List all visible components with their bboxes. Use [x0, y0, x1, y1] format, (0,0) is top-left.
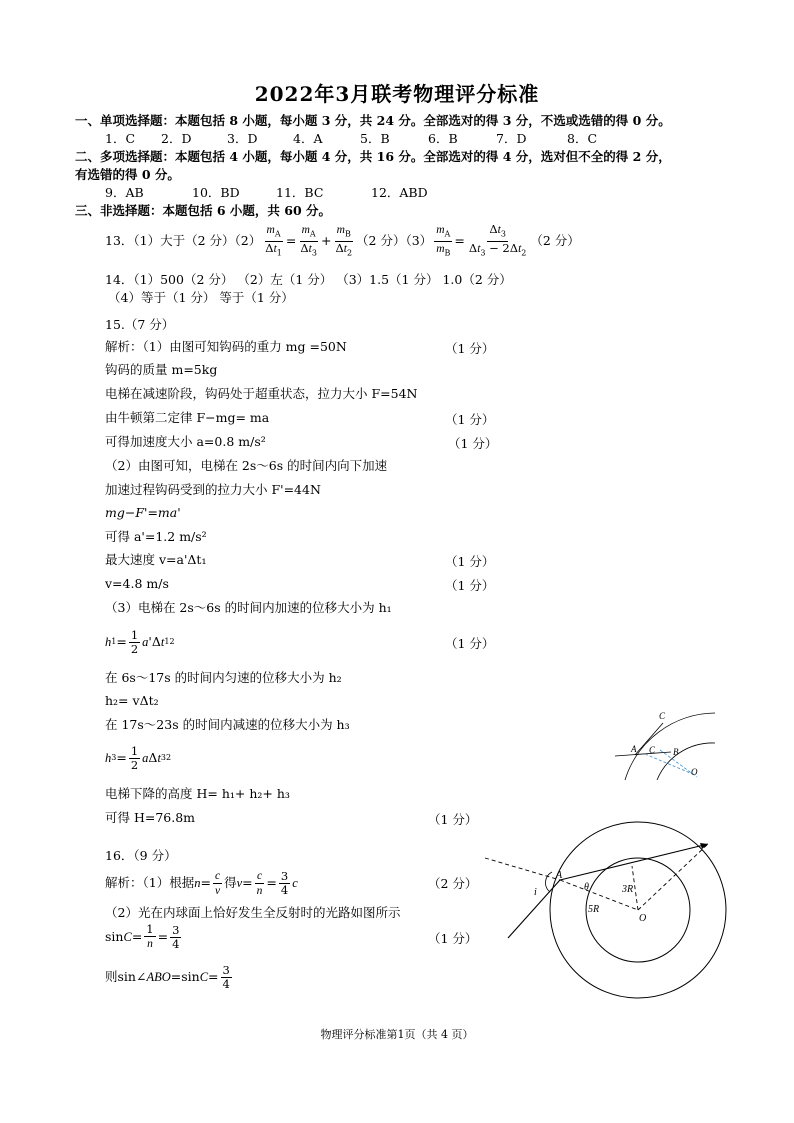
score: （1 分）	[445, 578, 495, 593]
q16-header: 16．（9 分）	[105, 848, 177, 863]
formula-fraction: $\frac{m_B}{\Delta t_2}$	[335, 224, 353, 257]
q15-line: 解析：（1）由图可知钩码的重力 mg =50N	[105, 339, 347, 354]
q14-line2: （4）等于（1 分） 等于（1 分）	[108, 290, 294, 305]
q15-line: 加速过程钩码受到的拉力大小 F'=44N	[105, 482, 321, 497]
q15-line: 可得加速度大小 a=0.8 m/s²	[105, 434, 266, 449]
q15-line: 钩码的质量 m=5kg	[105, 362, 218, 377]
sphere-optics-figure	[480, 820, 760, 1005]
q15-line: mg−F'=ma'	[105, 505, 181, 520]
answer: 1．C	[105, 131, 136, 146]
score: （1 分）	[428, 931, 478, 946]
score: （1 分）	[448, 436, 498, 451]
q14-line1: 14．（1）500（2 分） （2）左（1 分） （3）1.5（1 分） 1.0（2 分）	[105, 272, 512, 287]
label-B: B	[673, 747, 679, 757]
q16-formula-sinC: sin C = $\frac{1}{n}$ = $\frac{3}{4}$	[105, 922, 180, 951]
q15-line: 最大速度 v=a'Δt₁	[105, 552, 207, 567]
answer: 10．BD	[192, 185, 240, 200]
q16-line: （2）光在内球面上恰好发生全反射时的光路如图所示	[105, 905, 401, 920]
score: （1 分）	[445, 412, 495, 427]
label-theta: θ	[584, 882, 589, 893]
label-i: i	[534, 887, 537, 898]
score: （1 分）	[445, 554, 495, 569]
q15-line: v=4.8 m/s	[105, 576, 169, 591]
q15-line: （2）由图可知，电梯在 2s～6s 的时间内向下加速	[105, 458, 388, 473]
answer: 11．BC	[276, 185, 324, 200]
q15-line: 电梯在减速阶段，钩码处于超重状态，拉力大小 F=54N	[105, 386, 418, 401]
formula-h1: h 1 = $\frac{1}{2}$ a 'Δ t 1 2	[105, 627, 175, 656]
section2-answers	[105, 185, 428, 201]
score: （1 分）	[428, 812, 478, 827]
label-C: C	[659, 711, 666, 721]
q16-formula-sinABO: 则 sin∠ ABO =sin C = $\frac{3}{4}$	[105, 962, 230, 991]
answer: 6．B	[428, 131, 458, 146]
answer: 5．B	[360, 131, 390, 146]
answer: 12．ABD	[371, 185, 428, 200]
section2-header: 二、多项选择题：本题包括 4 小题，每小题 4 分，共 16 分。全部选对的得 4 分，选对但不全的得 2 分，	[75, 149, 671, 164]
label-A: A	[631, 744, 637, 754]
label-O: O	[691, 767, 698, 777]
answer: 3．D	[227, 131, 258, 146]
answer: 9．AB	[105, 185, 144, 200]
q15-line: 可得 a'=1.2 m/s²	[105, 529, 207, 544]
label-C2: C	[649, 745, 656, 755]
section1-header: 一、单项选择题：本题包括 8 小题，每小题 3 分，共 24 分。全部选对的得 3 分，不选或选错的得 0 分。	[75, 113, 671, 128]
q15-header: 15.（7 分）	[105, 317, 175, 332]
q15-line: 可得 H=76.8m	[105, 810, 196, 825]
answer: 7．D	[496, 131, 527, 146]
formula-fraction: $\frac{m_A}{m_B}$	[436, 224, 451, 257]
q15-line: 由牛顿第二定律 F−mg= ma	[105, 410, 270, 425]
q15-line: h₂= vΔt₂	[105, 693, 159, 708]
label-A: A	[556, 870, 563, 881]
section1-answers	[105, 131, 597, 147]
page-title: 2022年3月联考物理评分标准	[254, 82, 540, 106]
q15-line: 电梯下降的高度 H= h₁+ h₂+ h₃	[105, 786, 290, 801]
formula-fraction: $\frac{m_A}{\Delta t_1}$	[265, 224, 282, 257]
formula-h3: h 3 = $\frac{1}{2}$ a Δ t 3 2	[105, 743, 172, 772]
score: （2 分）	[428, 876, 478, 891]
formula-fraction: $\frac{m_A}{\Delta t_3}$	[300, 224, 317, 257]
q15-line: （3）电梯在 2s～6s 的时间内加速的位移大小为 h₁	[105, 600, 392, 615]
score: （1 分）	[445, 341, 495, 356]
score: （1 分）	[445, 636, 495, 651]
answer: 4．A	[293, 131, 323, 146]
label-O: O	[639, 913, 647, 924]
formula-fraction: $\frac{\Delta t_3}{\Delta t_3 - 2\Delta t_2}$	[468, 222, 527, 257]
small-optics-figure	[605, 705, 725, 785]
page-footer: 物理评分标准第1页（共 4 页）	[320, 1028, 474, 1041]
answer: 8．C	[567, 131, 598, 146]
label-5R: 5R	[588, 904, 600, 915]
q16-line1: 解析：（1）根据 n = $\frac{c}{v}$ 得 v = $\frac{c}{n}$ = $\frac{3}{4}$ c	[105, 868, 298, 897]
q13: 13．（1）大于（2 分）（2） $\frac{m_A}{\Delta t_1}$ = $\frac{m_A}{\Delta t_3}$ + $\frac{m_B}{\Delta t_2}$ （2 分）（3） $\frac{m_A}{m_B}$ = $\frac{\Delta t_3}{\Delta t_3 - 2\Delta t_2}$ （2 分）	[105, 222, 580, 257]
q15-line: 在 6s～17s 的时间内匀速的位移大小为 h₂	[105, 670, 342, 685]
q15-line: 在 17s～23s 的时间内减速的位移大小为 h₃	[105, 717, 350, 732]
section3-header: 三、非选择题：本题包括 6 小题，共 60 分。	[75, 203, 332, 218]
section2-header-cont: 有选错的得 0 分。	[75, 167, 180, 182]
label-3R: 3R	[622, 884, 634, 895]
answer: 2．D	[161, 131, 192, 146]
